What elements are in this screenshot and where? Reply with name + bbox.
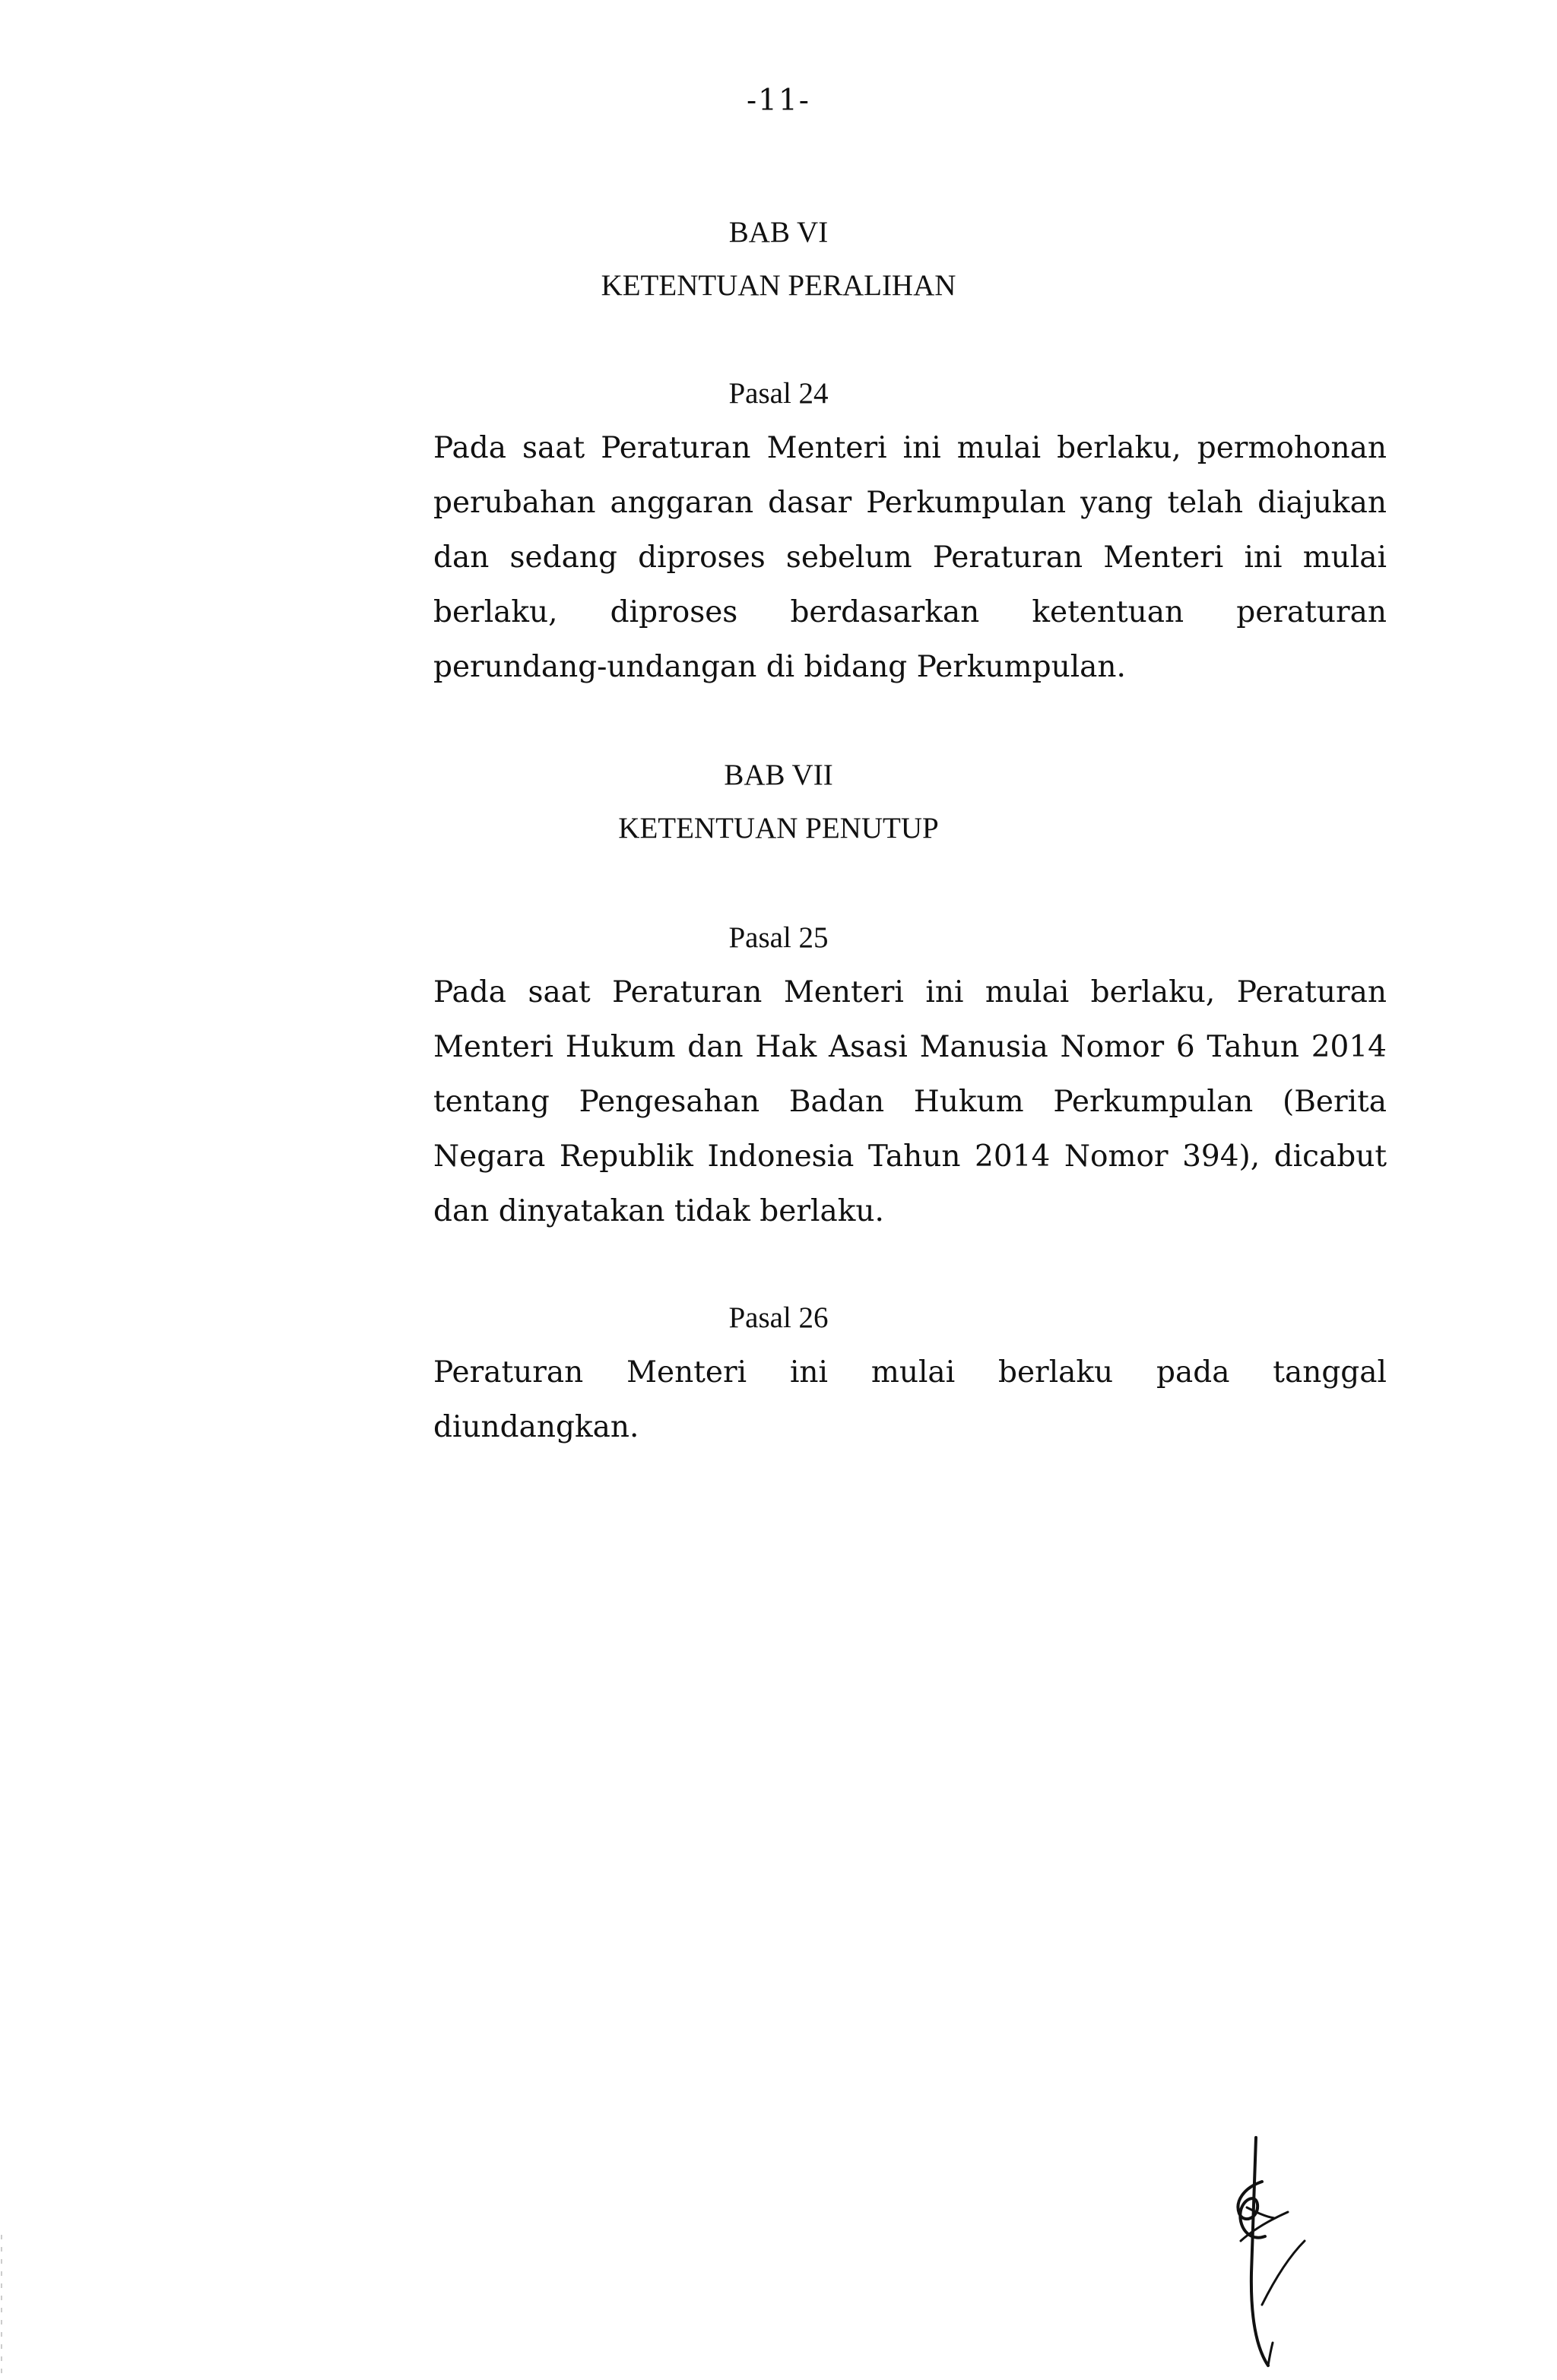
text-line: berlaku, diproses berdasarkan ketentuan peraturan	[433, 595, 1387, 629]
article-body-pasal-25	[433, 965, 1387, 1239]
chapter-title-bab-vii: BAB VII	[724, 759, 833, 791]
text-line: perundang-undangan di bidang Perkumpulan.	[433, 650, 1126, 684]
article-heading-pasal-26: Pasal 26	[728, 1301, 829, 1334]
text-line: Negara Republik Indonesia Tahun 2014 Nomor 394), dicabut	[433, 1139, 1387, 1174]
scan-edge-mark	[0, 2235, 3, 2380]
article-body-pasal-24	[433, 421, 1387, 695]
text-line: Pada saat Peraturan Menteri ini mulai berlaku, permohonan	[433, 431, 1387, 465]
text-line: dan dinyatakan tidak berlaku.	[433, 1194, 884, 1228]
handwritten-initials-icon	[1209, 2128, 1315, 2372]
article-body-pasal-26	[433, 1345, 1387, 1455]
text-line: Menteri Hukum dan Hak Asasi Manusia Nomor 6 Tahun 2014	[433, 1030, 1387, 1064]
page-number: -11-	[747, 84, 810, 118]
text-line: tentang Pengesahan Badan Hukum Perkumpulan (Berita	[433, 1085, 1387, 1119]
chapter-title-bab-vi: BAB VI	[728, 216, 829, 249]
article-heading-pasal-25: Pasal 25	[728, 921, 829, 954]
text-line: Pada saat Peraturan Menteri ini mulai berlaku, Peraturan	[433, 975, 1387, 1009]
chapter-subtitle-transitional-provisions: KETENTUAN PERALIHAN	[601, 269, 956, 302]
article-heading-pasal-24: Pasal 24	[728, 377, 829, 410]
text-line: Peraturan Menteri ini mulai berlaku pada tanggal	[433, 1355, 1387, 1390]
text-line: perubahan anggaran dasar Perkumpulan yang telah diajukan	[433, 486, 1387, 520]
text-line: diundangkan.	[433, 1410, 639, 1444]
chapter-subtitle-closing-provisions: KETENTUAN PENUTUP	[618, 812, 939, 845]
text-line: dan sedang diproses sebelum Peraturan Menteri ini mulai	[433, 540, 1387, 575]
